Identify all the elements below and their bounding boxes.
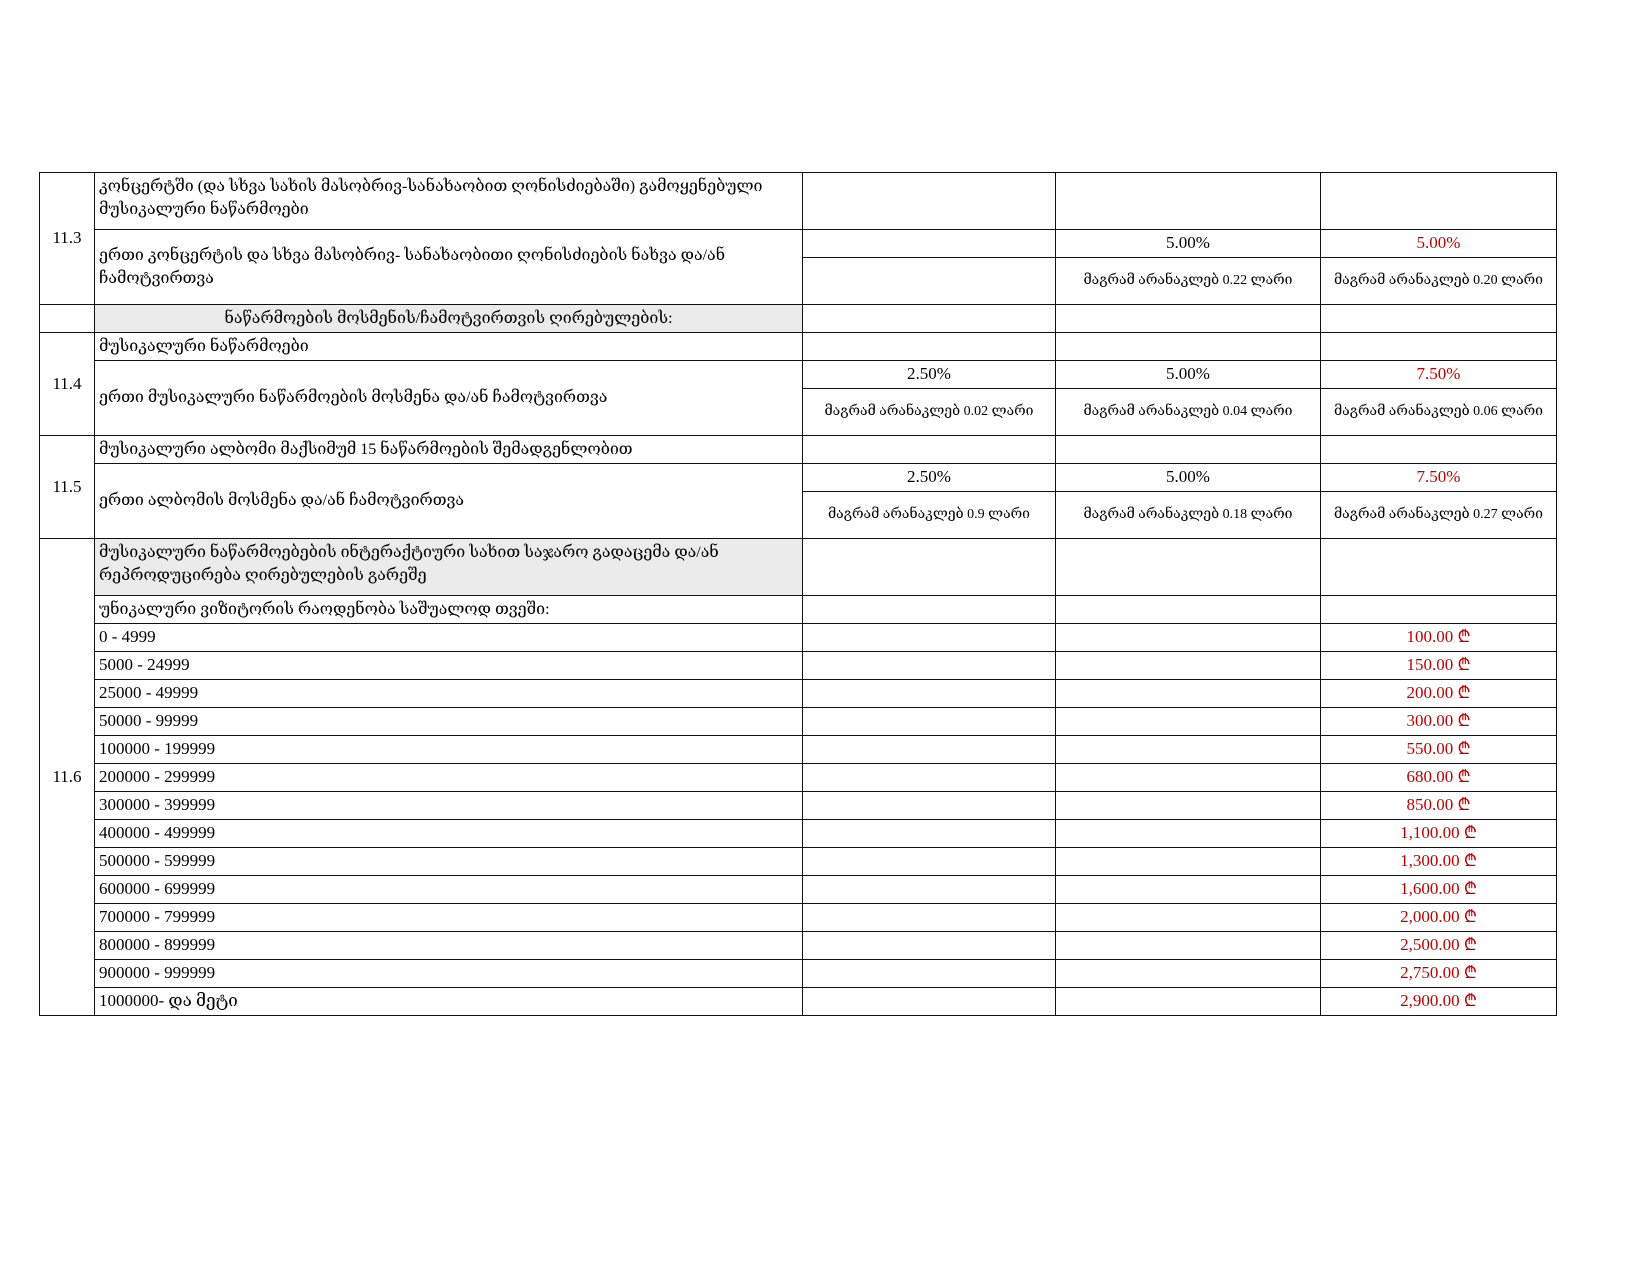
- tier-range: 500000 - 599999: [95, 848, 803, 876]
- table-row: [40, 596, 1557, 624]
- rate-minimum: მაგრამ არანაკლებ 0.27 ლარი: [1321, 492, 1557, 539]
- tier-row: [40, 764, 1557, 792]
- tier-fee: 2,900.00 ₾: [1321, 988, 1557, 1016]
- tier-row: [40, 960, 1557, 988]
- tier-fee: 1,100.00 ₾: [1321, 820, 1557, 848]
- empty-cell: [803, 680, 1056, 708]
- tier-row: [40, 680, 1557, 708]
- rate-minimum: მაგრამ არანაკლებ 0.9 ლარი: [803, 492, 1056, 539]
- empty-cell: [1056, 792, 1321, 820]
- empty-cell: [40, 305, 95, 333]
- empty-cell: [803, 173, 1056, 230]
- tier-range: 50000 - 99999: [95, 708, 803, 736]
- tier-range: 25000 - 49999: [95, 680, 803, 708]
- empty-cell: [803, 820, 1056, 848]
- empty-cell: [803, 904, 1056, 932]
- tier-range: 700000 - 799999: [95, 904, 803, 932]
- empty-cell: [1056, 960, 1321, 988]
- tier-range: 300000 - 399999: [95, 792, 803, 820]
- rate-minimum: მაგრამ არანაკლებ 0.18 ლარი: [1056, 492, 1321, 539]
- tier-range: 1000000- და მეტი: [95, 988, 803, 1016]
- tariff-table: [39, 172, 1557, 1016]
- table-row: [40, 361, 1557, 389]
- tier-row: [40, 932, 1557, 960]
- empty-cell: [1321, 173, 1557, 230]
- section-number: 11.3: [40, 173, 95, 305]
- empty-cell: [803, 960, 1056, 988]
- table-row: [40, 436, 1557, 464]
- tier-row: [40, 792, 1557, 820]
- rate-minimum: მაგრამ არანაკლებ 0.06 ლარი: [1321, 389, 1557, 436]
- section-number: 11.6: [40, 539, 95, 1016]
- tier-fee: 850.00 ₾: [1321, 792, 1557, 820]
- table-row: [40, 539, 1557, 596]
- tier-row: [40, 848, 1557, 876]
- empty-cell: [803, 230, 1056, 258]
- tier-fee: 100.00 ₾: [1321, 624, 1557, 652]
- empty-cell: [1056, 848, 1321, 876]
- tier-fee: 2,750.00 ₾: [1321, 960, 1557, 988]
- rate-percent: 5.00%: [1056, 230, 1321, 258]
- empty-cell: [803, 876, 1056, 904]
- empty-cell: [1056, 988, 1321, 1016]
- rate-minimum: მაგრამ არანაკლებ 0.20 ლარი: [1321, 258, 1557, 305]
- empty-cell: [1321, 596, 1557, 624]
- section-subtitle: უნიკალური ვიზიტორის რაოდენობა საშუალოდ თვეში:: [95, 596, 803, 624]
- empty-cell: [1056, 596, 1321, 624]
- empty-cell: [1056, 333, 1321, 361]
- empty-cell: [803, 932, 1056, 960]
- tier-row: [40, 876, 1557, 904]
- tier-range: 200000 - 299999: [95, 764, 803, 792]
- empty-cell: [1056, 652, 1321, 680]
- empty-cell: [1056, 708, 1321, 736]
- section-title: მუსიკალური ალბომი მაქსიმუმ 15 ნაწარმოების შემადგენლობით: [95, 436, 803, 464]
- row-label: ერთი ალბომის მოსმენა და/ან ჩამოტვირთვა: [95, 464, 803, 539]
- empty-cell: [1056, 820, 1321, 848]
- section-number: 11.5: [40, 436, 95, 539]
- empty-cell: [1056, 932, 1321, 960]
- empty-cell: [1321, 436, 1557, 464]
- empty-cell: [803, 848, 1056, 876]
- tier-row: [40, 988, 1557, 1016]
- tier-fee: 550.00 ₾: [1321, 736, 1557, 764]
- tier-row: [40, 624, 1557, 652]
- empty-cell: [803, 988, 1056, 1016]
- subheader: ნაწარმოების მოსმენის/ჩამოტვირთვის ღირებულების:: [95, 305, 803, 333]
- empty-cell: [1056, 436, 1321, 464]
- empty-cell: [1056, 680, 1321, 708]
- empty-cell: [803, 652, 1056, 680]
- rate-percent-highlight: 7.50%: [1321, 464, 1557, 492]
- tier-fee: 300.00 ₾: [1321, 708, 1557, 736]
- rate-percent-highlight: 5.00%: [1321, 230, 1557, 258]
- empty-cell: [803, 764, 1056, 792]
- tier-range: 0 - 4999: [95, 624, 803, 652]
- empty-cell: [1056, 736, 1321, 764]
- rate-percent: 5.00%: [1056, 464, 1321, 492]
- section-number: 11.4: [40, 333, 95, 436]
- row-label: ერთი კონცერტის და სხვა მასობრივ- სანახაობითი ღონისძიების ნახვა და/ან ჩამოტვირთვა: [95, 230, 803, 305]
- table-row: [40, 333, 1557, 361]
- empty-cell: [803, 792, 1056, 820]
- empty-cell: [1056, 624, 1321, 652]
- tier-fee: 200.00 ₾: [1321, 680, 1557, 708]
- empty-cell: [803, 258, 1056, 305]
- table-row: [40, 305, 1557, 333]
- tier-fee: 1,300.00 ₾: [1321, 848, 1557, 876]
- section-title: კონცერტში (და სხვა სახის მასობრივ-სანახაობით ღონისძიებაში) გამოყენებული მუსიკალური ნაწარმოები: [95, 173, 803, 230]
- table-row: [40, 464, 1557, 492]
- empty-cell: [1056, 305, 1321, 333]
- tier-range: 600000 - 699999: [95, 876, 803, 904]
- empty-cell: [1321, 305, 1557, 333]
- rate-minimum: მაგრამ არანაკლებ 0.02 ლარი: [803, 389, 1056, 436]
- tier-row: [40, 708, 1557, 736]
- table-row: [40, 173, 1557, 230]
- empty-cell: [1056, 876, 1321, 904]
- empty-cell: [1056, 173, 1321, 230]
- tier-range: 5000 - 24999: [95, 652, 803, 680]
- rate-percent: 5.00%: [1056, 361, 1321, 389]
- empty-cell: [803, 596, 1056, 624]
- tier-range: 800000 - 899999: [95, 932, 803, 960]
- row-label: ერთი მუსიკალური ნაწარმოების მოსმენა და/ან ჩამოტვირთვა: [95, 361, 803, 436]
- section-title: მუსიკალური ნაწარმოებების ინტერაქტიური სახით საჯარო გადაცემა და/ან რეპროდუცირება ღირებულების გარეშე: [95, 539, 803, 596]
- section-title: მუსიკალური ნაწარმოები: [95, 333, 803, 361]
- rate-percent: 2.50%: [803, 464, 1056, 492]
- tier-range: 400000 - 499999: [95, 820, 803, 848]
- empty-cell: [1056, 904, 1321, 932]
- empty-cell: [803, 333, 1056, 361]
- empty-cell: [1056, 539, 1321, 596]
- empty-cell: [803, 305, 1056, 333]
- tier-fee: 150.00 ₾: [1321, 652, 1557, 680]
- empty-cell: [803, 539, 1056, 596]
- tier-row: [40, 736, 1557, 764]
- tier-fee: 1,600.00 ₾: [1321, 876, 1557, 904]
- tier-fee: 2,000.00 ₾: [1321, 904, 1557, 932]
- tier-row: [40, 904, 1557, 932]
- rate-percent: 2.50%: [803, 361, 1056, 389]
- rate-percent-highlight: 7.50%: [1321, 361, 1557, 389]
- tier-row: [40, 820, 1557, 848]
- tier-row: [40, 652, 1557, 680]
- empty-cell: [803, 436, 1056, 464]
- empty-cell: [1056, 764, 1321, 792]
- empty-cell: [803, 624, 1056, 652]
- tier-fee: 2,500.00 ₾: [1321, 932, 1557, 960]
- empty-cell: [1321, 333, 1557, 361]
- empty-cell: [803, 708, 1056, 736]
- tier-range: 100000 - 199999: [95, 736, 803, 764]
- tier-fee: 680.00 ₾: [1321, 764, 1557, 792]
- empty-cell: [803, 736, 1056, 764]
- rate-minimum: მაგრამ არანაკლებ 0.04 ლარი: [1056, 389, 1321, 436]
- empty-cell: [1321, 539, 1557, 596]
- rate-minimum: მაგრამ არანაკლებ 0.22 ლარი: [1056, 258, 1321, 305]
- table-row: [40, 230, 1557, 258]
- tier-range: 900000 - 999999: [95, 960, 803, 988]
